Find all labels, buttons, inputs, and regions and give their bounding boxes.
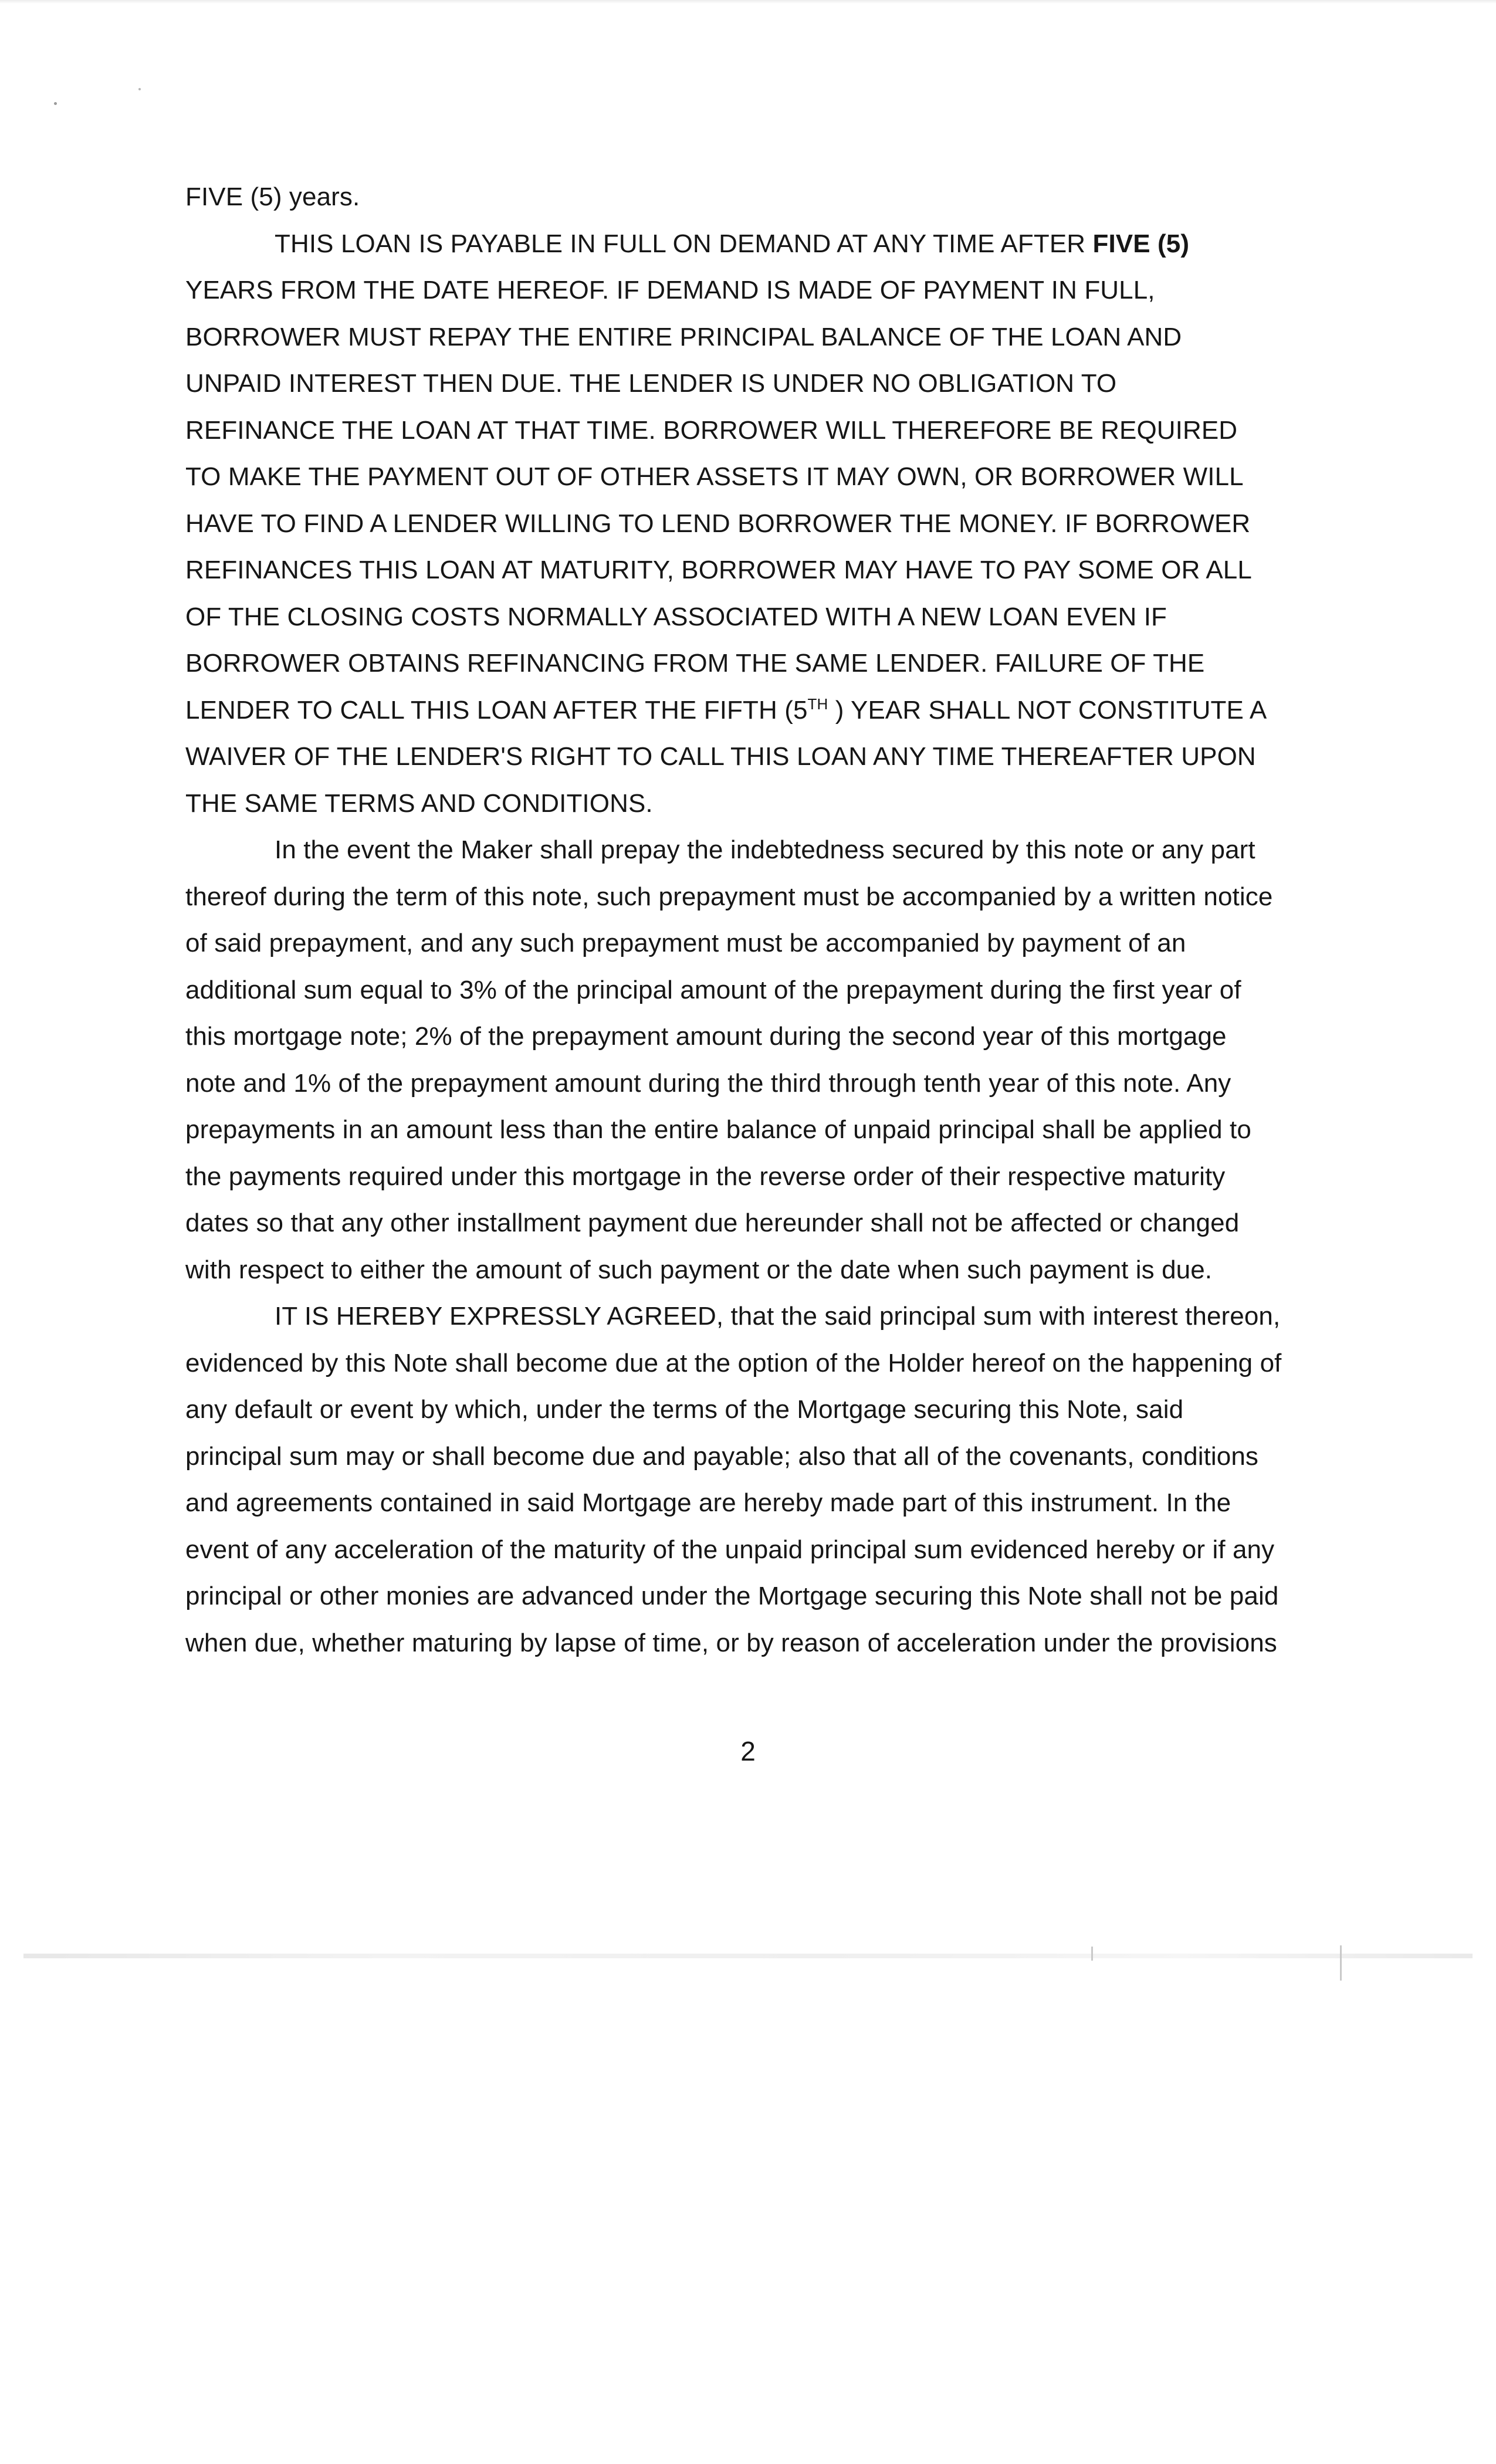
text-line: this mortgage note; 2% of the prepayment amount during the second year of this mortgage — [185, 1022, 1227, 1051]
scan-speck — [138, 88, 141, 90]
text-line: TO MAKE THE PAYMENT OUT OF OTHER ASSETS IT MAY OWN, OR BORROWER WILL — [185, 462, 1244, 491]
text-line: THIS LOAN IS PAYABLE IN FULL ON DEMAND AT ANY TIME AFTER — [275, 229, 1086, 258]
text-line: principal or other monies are advanced under the Mortgage securing this Note shall not be paid — [185, 1582, 1279, 1610]
text-line: BORROWER MUST REPAY THE ENTIRE PRINCIPAL BALANCE OF THE LOAN AND — [185, 322, 1182, 351]
paragraph-term-ending — [185, 174, 1353, 221]
text-line: BORROWER OBTAINS REFINANCING FROM THE SAME LENDER. FAILURE OF THE — [185, 649, 1205, 678]
text-line: principal sum may or shall become due and payable; also that all of the covenants, conditions — [185, 1441, 1259, 1471]
text-line: when due, whether maturing by lapse of time, or by reason of acceleration under the provisions — [185, 1628, 1277, 1657]
text-line: UNPAID INTEREST THEN DUE. THE LENDER IS UNDER NO OBLIGATION TO — [185, 369, 1117, 398]
scan-mark — [1091, 1947, 1093, 1961]
text-line: FIVE (5) years. — [185, 182, 360, 211]
page-number: 2 — [740, 1736, 756, 1766]
note-body — [185, 174, 1353, 1666]
text-line: HAVE TO FIND A LENDER WILLING TO LEND BORROWER THE MONEY. IF BORROWER — [185, 509, 1251, 538]
text-line: In the event the Maker shall prepay the indebtedness secured by this note or any part — [275, 835, 1255, 864]
superscript: TH — [807, 695, 828, 713]
text-line: note and 1% of the prepayment amount during the third through tenth year of this note. Any — [185, 1068, 1231, 1098]
text-line: THE SAME TERMS AND CONDITIONS. — [185, 788, 653, 818]
bold-term: FIVE (5) — [1092, 229, 1190, 258]
paragraph-acceleration — [185, 1293, 1353, 1666]
text-line: with respect to either the amount of such payment or the date when such payment is due. — [185, 1255, 1213, 1284]
text-line: evidenced by this Note shall become due at the option of the Holder hereof on the happening of — [185, 1348, 1282, 1377]
text-line: REFINANCE THE LOAN AT THAT TIME. BORROWER WILL THEREFORE BE REQUIRED — [185, 415, 1238, 445]
paragraph-prepayment — [185, 827, 1353, 1293]
text-line: and agreements contained in said Mortgage are hereby made part of this instrument. In the — [185, 1488, 1231, 1517]
text-line: IT IS HEREBY EXPRESSLY AGREED, that the said principal sum with interest thereon, — [275, 1302, 1281, 1331]
text-line: event of any acceleration of the maturity of the unpaid principal sum evidenced hereby or if any — [185, 1535, 1275, 1564]
text-line: dates so that any other installment payment due hereunder shall not be affected or changed — [185, 1209, 1240, 1237]
scan-mark — [1340, 1945, 1342, 1981]
text-line: ) YEAR SHALL NOT CONSTITUTE A — [835, 695, 1267, 725]
text-line: REFINANCES THIS LOAN AT MATURITY, BORROWER MAY HAVE TO PAY SOME OR ALL — [185, 556, 1252, 584]
text-line: prepayments in an amount less than the entire balance of unpaid principal shall be applied to — [185, 1115, 1251, 1144]
text-line: any default or event by which, under the terms of the Mortgage securing this Note, said — [185, 1395, 1184, 1424]
text-line: additional sum equal to 3% of the principal amount of the prepayment during the first year of — [185, 975, 1241, 1004]
scan-top-shadow — [0, 0, 1496, 4]
text-line: WAIVER OF THE LENDER'S RIGHT TO CALL THIS LOAN ANY TIME THEREAFTER UPON — [185, 742, 1256, 771]
scan-speck — [54, 102, 57, 105]
text-line: the payments required under this mortgage in the reverse order of their respective maturity — [185, 1162, 1226, 1191]
text-line: YEARS FROM THE DATE HEREOF. IF DEMAND IS MADE OF PAYMENT IN FULL, — [185, 276, 1155, 304]
text-line: of said prepayment, and any such prepayment must be accompanied by payment of an — [185, 929, 1186, 957]
text-line: LENDER TO CALL THIS LOAN AFTER THE FIFTH (5 — [185, 695, 808, 725]
paragraph-demand-clause — [185, 221, 1353, 827]
scan-edge-line — [23, 1954, 1473, 1958]
text-line: thereof during the term of this note, such prepayment must be accompanied by a written notice — [185, 882, 1273, 911]
text-line: OF THE CLOSING COSTS NORMALLY ASSOCIATED WITH A NEW LOAN EVEN IF — [185, 602, 1167, 631]
